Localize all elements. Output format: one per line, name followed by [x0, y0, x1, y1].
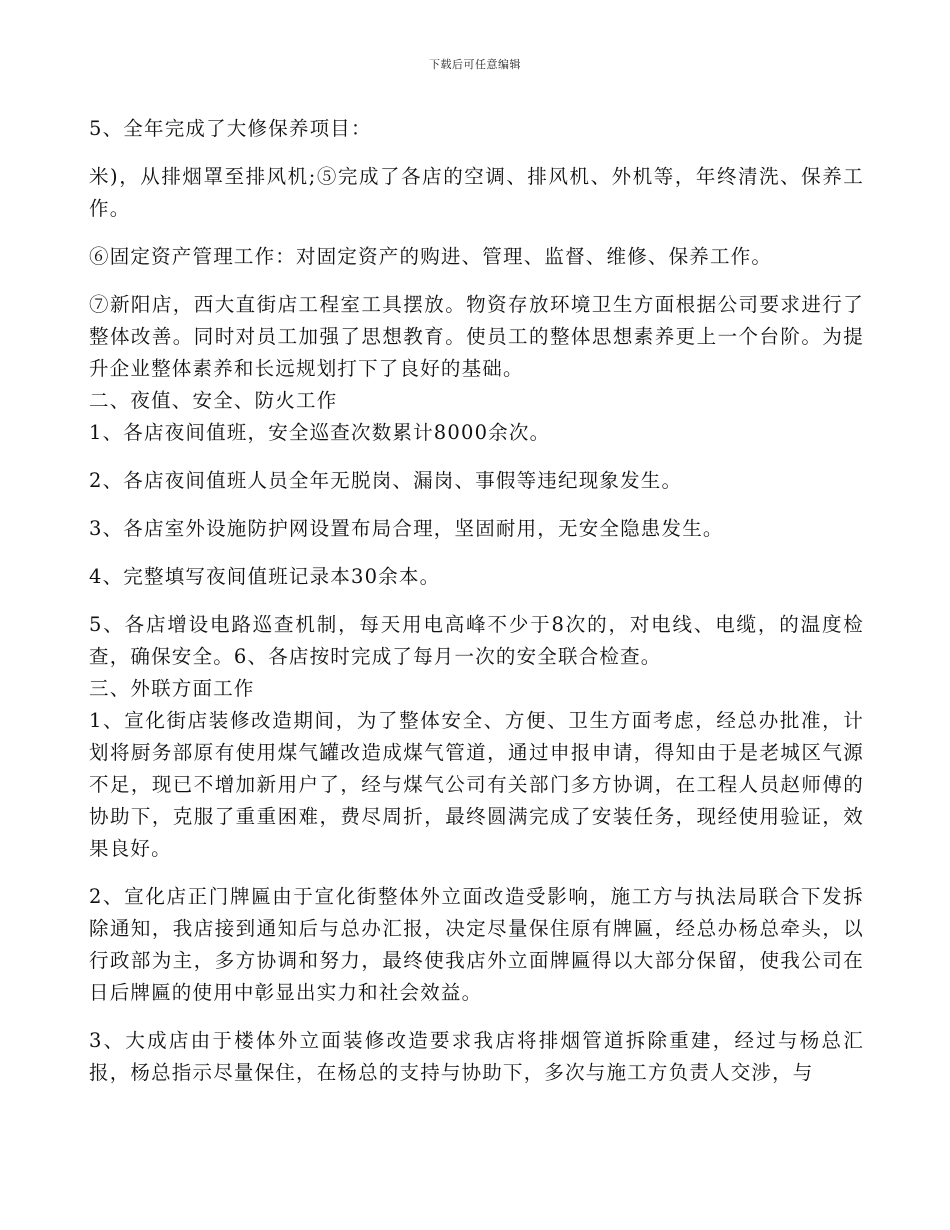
paragraph-exhaust-pipe: 3、大成店由于楼体外立面装修改造要求我店将排烟管道拆除重建，经过与杨总汇报，杨总指示尽量保住，在杨总的支持与协助下，多次与施工方负责人交涉，与 — [89, 1029, 864, 1084]
paragraph-tools-arrangement: ⑦新阳店，西大直街店工程室工具摆放。物资存放环境卫生方面根据公司要求进行了整体改善。同时对员工加强了思想教育。使员工的整体思想素养更上一个台阶。为提升企业整体素养和长远规划打下了良好的基础。 — [89, 293, 864, 380]
paragraph-fixed-assets: ⑥固定资产管理工作：对固定资产的购进、管理、监督、维修、保养工作。 — [89, 245, 773, 268]
paragraph-exhaust-cleaning: 米)，从排烟罩至排风机;⑤完成了各店的空调、排风机、外机等，年终清洗、保养工作。 — [89, 165, 864, 220]
paragraph-signboard: 2、宣化店正门牌匾由于宣化街整体外立面改造受影响，施工方与执法局联合下发拆除通知，我店接到通知后与总办汇报，决定尽量保住原有牌匾，经总办杨总牵头，以行政部为主，多方协调和努力，最终使我店外立面牌匾得以大部分保留，使我公司在日后牌匾的使用中彰显出实力和社会效益。 — [89, 885, 864, 1004]
paragraph-maintenance-items: 5、全年完成了大修保养项目： — [89, 117, 372, 140]
section-heading-external-relations: 三、外联方面工作 — [89, 677, 255, 700]
paragraph-circuit-inspection: 5、各店增设电路巡查机制，每天用电高峰不少于8次的，对电线、电缆，的温度检查，确保安全。6、各店按时完成了每月一次的安全联合检查。 — [89, 613, 864, 668]
paragraph-protective-nets: 3、各店室外设施防护网设置布局合理，坚固耐用，无安全隐患发生。 — [89, 517, 724, 540]
paragraph-duty-records: 4、完整填写夜间值班记录本30余本。 — [89, 565, 441, 588]
paragraph-night-patrol: 1、各店夜间值班，安全巡查次数累计8000余次。 — [89, 421, 551, 444]
paragraph-no-violations: 2、各店夜间值班人员全年无脱岗、漏岗、事假等违纪现象发生。 — [89, 469, 683, 492]
page-header: 下载后可任意编辑 — [429, 58, 521, 71]
paragraph-gas-pipeline: 1、宣化街店装修改造期间，为了整体安全、方便、卫生方面考虑，经总办批准，计划将厨务部原有使用煤气罐改造成煤气管道，通过申报申请，得知由于是老城区气源不足，现已不增加新用户了，经与煤气公司有关部门多方协调，在工程人员赵师傅的协助下，克服了重重困难，费尽周折，最终圆满完成了安装任务，现经使用验证，效果良好。 — [89, 709, 864, 860]
document-body — [89, 113, 864, 1089]
section-heading-night-safety: 二、夜值、安全、防火工作 — [89, 389, 338, 412]
